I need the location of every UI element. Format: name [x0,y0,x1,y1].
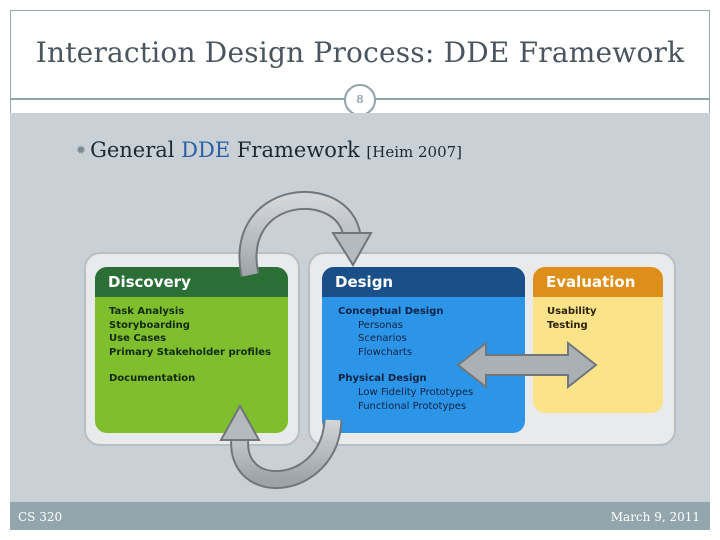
footer-bar [10,502,710,530]
discovery-list [95,297,288,386]
conceptual-item: Personas [358,319,403,331]
discovery-documentation: Documentation [109,373,196,385]
bullet-point [76,138,462,162]
evaluation-title: Evaluation [533,267,663,297]
conceptual-item: Scenarios [358,333,407,345]
physical-item: Functional Prototypes [358,400,467,412]
footer-date: March 9, 2011 [610,510,700,524]
conceptual-design-heading: Conceptual Design [338,306,444,317]
bullet-prefix: General [90,138,182,162]
bullet-suffix: Framework [230,138,367,162]
evaluation-list [533,297,663,332]
footer-course: CS 320 [18,510,63,524]
discovery-card [95,267,288,433]
bullet-citation: [Heim 2007] [366,143,463,161]
evaluation-item: Testing [547,319,588,331]
slide-title: Interaction Design Process: DDE Framework [35,36,685,69]
discovery-item: Storyboarding [109,319,190,331]
discovery-item: Use Cases [109,333,167,345]
bullet-icon: ✹ [76,143,87,157]
evaluation-card [533,267,663,413]
bullet-highlight: DDE [181,138,231,162]
discovery-item: Primary Stakeholder profiles [109,346,271,358]
conceptual-item: Flowcharts [358,346,413,358]
design-title: Design [322,267,525,297]
physical-design-heading: Physical Design [338,373,427,385]
discovery-item: Task Analysis [109,306,185,317]
design-card [322,267,525,433]
design-list [322,297,525,413]
physical-item: Low Fidelity Prototypes [358,386,474,398]
evaluation-item: Usability [547,306,597,317]
discovery-title: Discovery [95,267,288,297]
slide-number-badge: 8 [344,84,376,116]
